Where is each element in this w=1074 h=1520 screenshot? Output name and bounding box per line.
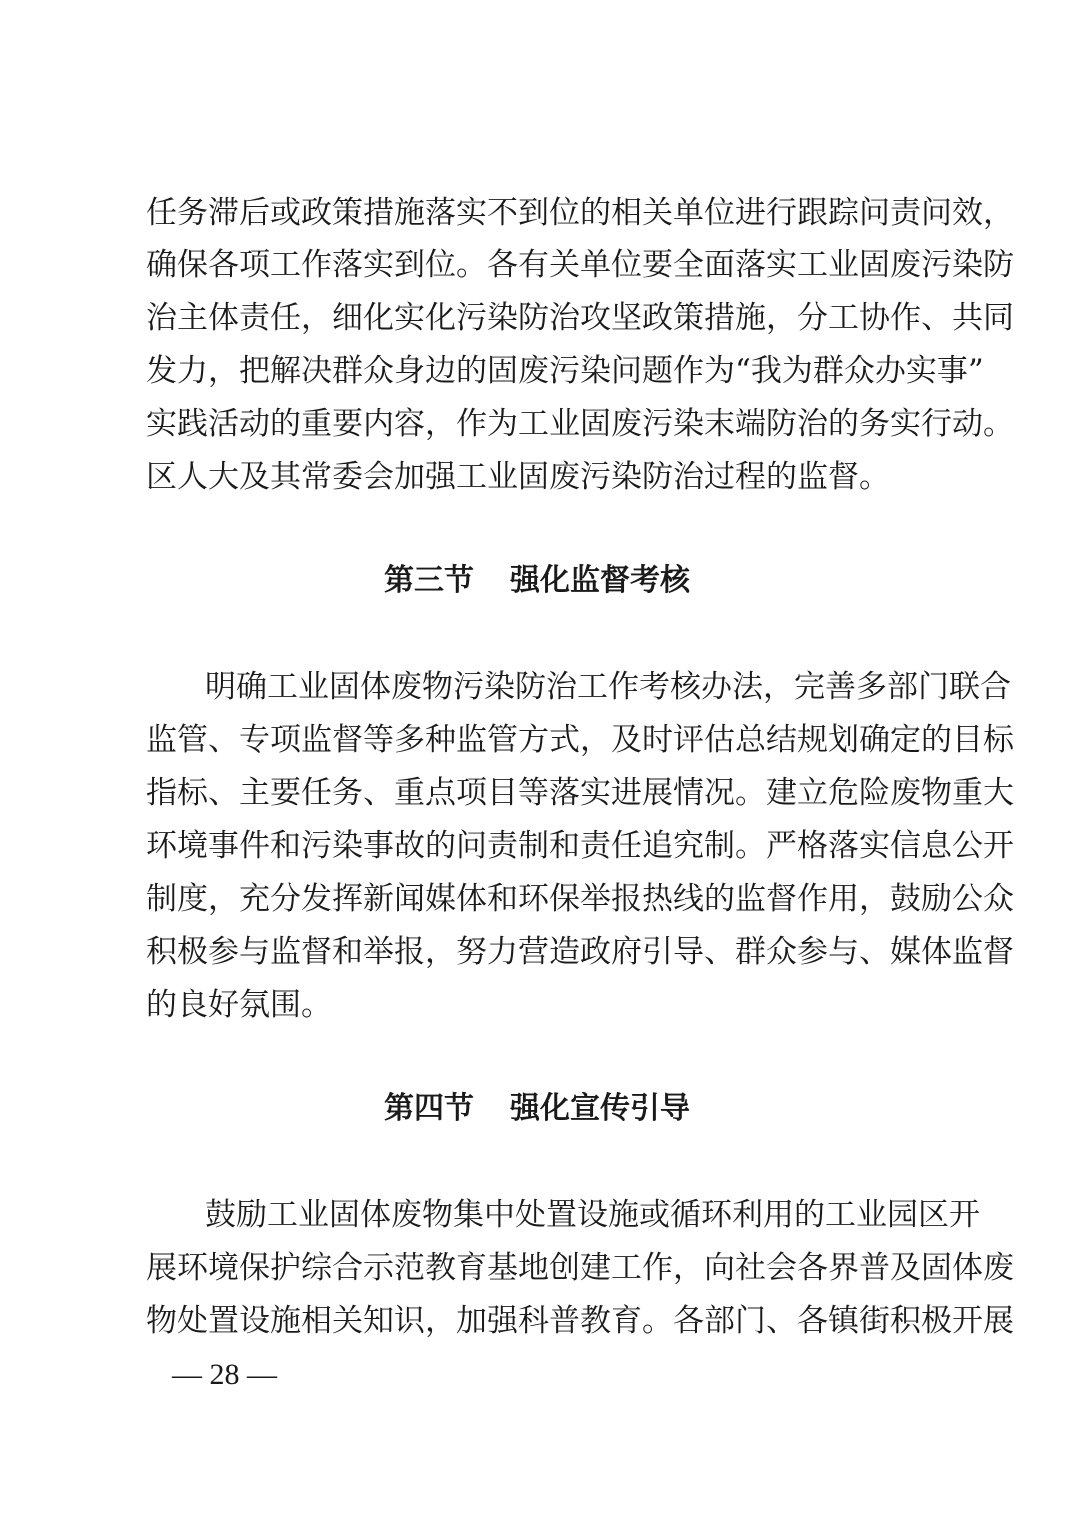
page-number: — 28 —: [172, 1358, 277, 1391]
section-4-heading: [0, 1089, 1074, 1129]
paragraph-1-line-2: 确保各项工作落实到位。各有关单位要全面落实工业固废污染防: [146, 247, 1014, 283]
section-4-title: 强化宣传引导: [510, 1091, 690, 1126]
paragraph-3-line-2: 展环境保护综合示范教育基地创建工作，向社会各界普及固体废: [146, 1250, 1014, 1286]
paragraph-3-line-1: 鼓励工业固体废物集中处置设施或循环利用的工业园区开: [205, 1197, 980, 1233]
paragraph-2-line-1: 明确工业固体废物污染防治工作考核办法，完善多部门联合: [205, 669, 1011, 705]
section-3-number: 第三节: [384, 563, 474, 598]
paragraph-3-line-3: 物处置设施相关知识，加强科普教育。各部门、各镇街积极开展: [146, 1303, 1014, 1339]
paragraph-1-line-3: 治主体责任，细化实化污染防治攻坚政策措施，分工协作、共同: [146, 300, 1014, 336]
section-3-heading: [0, 561, 1074, 601]
paragraph-2-line-6: 积极参与监督和举报，努力营造政府引导、群众参与、媒体监督: [146, 934, 1014, 970]
section-4-number: 第四节: [384, 1091, 474, 1126]
paragraph-2-line-5: 制度，充分发挥新闻媒体和环保举报热线的监督作用，鼓励公众: [146, 881, 1014, 917]
paragraph-1-line-4: 发力，把解决群众身边的固废污染问题作为“我为群众办实事”: [146, 353, 984, 389]
paragraph-2-line-4: 环境事件和污染事故的问责制和责任追究制。严格落实信息公开: [146, 828, 1014, 864]
paragraph-1-line-6: 区人大及其常委会加强工业固废污染防治过程的监督。: [146, 459, 890, 495]
paragraph-1-line-1: 任务滞后或政策措施落实不到位的相关单位进行跟踪问责问效，: [146, 195, 1014, 231]
section-3-title: 强化监督考核: [510, 563, 690, 598]
paragraph-2-line-3: 指标、主要任务、重点项目等落实进展情况。建立危险废物重大: [146, 775, 1014, 811]
paragraph-1-line-5: 实践活动的重要内容，作为工业固废污染末端防治的务实行动。: [146, 406, 1014, 442]
paragraph-2-line-7: 的良好氛围。: [146, 987, 332, 1023]
paragraph-2-line-2: 监管、专项监督等多种监管方式，及时评估总结规划确定的目标: [146, 722, 1014, 758]
